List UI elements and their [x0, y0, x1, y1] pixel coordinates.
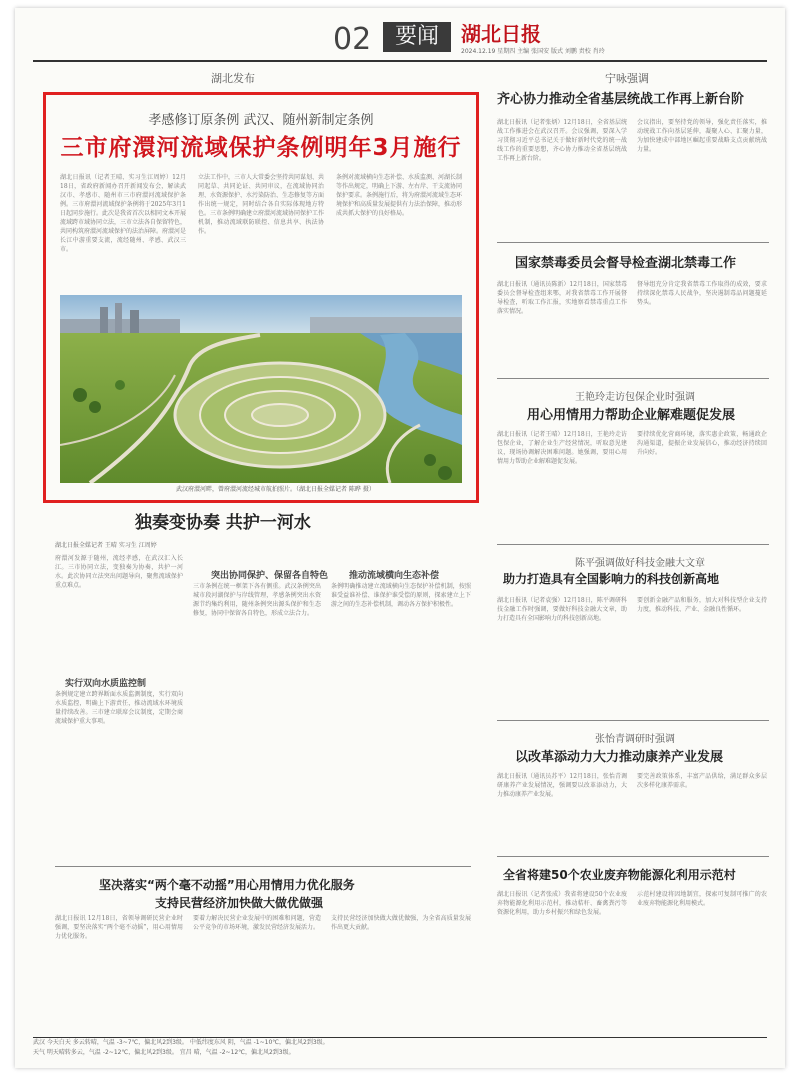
article-2-text-a: 湖北日报讯（通讯员陈新）12月18日，国家禁毒委员会督导检查组来鄂，对我省禁毒工作开展督导检查，听取工作汇报，实地察看禁毒重点工作落实情况。 — [497, 281, 627, 315]
article-7-sub: 支持民营经济加快做大做优做强 — [155, 896, 324, 910]
article-1-text-b: 会议指出，要坚持党的领导，强化责任落实，推动统战工作向基层延伸，凝聚人心、汇聚力量，为加快建成中部地区崛起重要战略支点贡献统战力量。 — [637, 119, 767, 153]
article-4-sub1: 突出协同保护、保留各自特色 — [211, 571, 329, 581]
article-3-title: 用心用情用力帮助企业解难题促发展 — [527, 408, 736, 423]
page-number: 02 — [333, 22, 372, 57]
weather-line-1: 武汉 今天白天 多云转晴，气温 -3~7℃，偏北风2到3级。 中低纬度东风 阴，气温 -1~10℃，偏北风2到3级。 — [33, 1039, 329, 1046]
main-headline: 三市府澴河流域保护条例明年3月施行 — [60, 135, 462, 161]
divider-6 — [55, 866, 471, 867]
main-kicker: 孝感修订原条例 武汉、随州新制定条例 — [148, 113, 374, 128]
article-3-text-a: 湖北日报讯（记者王晴）12月18日，王艳玲走访包保企业，了解企业生产经营情况，听取意见建议，现场协调解决困难问题。她强调，要用心用情用力帮助企业解难题促发展。 — [497, 431, 627, 465]
main-text-col3: 条例对流域横向生态补偿、水质监测、河湖长制等作出规定，明确上下游、左右岸、干支流协同保护要求。条例施行后，将为府澴河流域生态环境保护和高质量发展提供有力法治保障，推动形成共抓大保护的良好格局。 — [336, 174, 462, 217]
aerial-park-photo — [60, 295, 462, 483]
article-1-title: 齐心协力推动全省基层统战工作再上新台阶 — [497, 92, 745, 107]
article-4-text-d: 条例明确推动建立流域横向生态保护补偿机制，按照谁受益谁补偿、谁保护谁受偿的原则，探索建立上下游之间的生态补偿机制，调动各方保护积极性。 — [331, 583, 471, 608]
article-5-text-a: 湖北日报讯（记者袁强）12月18日，陈平调研科技金融工作时强调，要做好科技金融大文章，助力打造具有全国影响力的科技创新高地。 — [497, 597, 627, 622]
aerial-park-illustration — [60, 295, 462, 483]
article-4-sub2: 推动流域横向生态补偿 — [349, 571, 440, 581]
divider-2 — [497, 378, 769, 379]
main-text-col2: 立法工作中，三市人大常委会坚持共同谋划、共同起草、共同论证、共同审议，在流域协同治理、水资源保护、水污染防治、生态修复等方面作出统一规定，同时结合各自实际体现地方特色。三市条例明确建立府澴河流域协同保护工作机制，推动流域联防联控、信息共享、执法协作。 — [198, 174, 324, 235]
article-6-kicker: 张怡青调研时强调 — [595, 734, 675, 745]
article-8-title: 全省将建50个农业废弃物能源化利用示范村 — [503, 868, 736, 882]
article-5-title: 助力打造具有全国影响力的科技创新高地 — [503, 572, 720, 586]
article-7-text-b: 要着力解决民营企业发展中的困难和问题，营造公平竞争的市场环境，激发民营经济发展活力。 — [193, 915, 321, 931]
weather-footer — [33, 1037, 767, 1060]
article-2-title: 国家禁毒委员会督导检查湖北禁毒工作 — [515, 256, 737, 271]
masthead-meta: 2024.12.19 星期四 主编 张国安 版式 刘鹏 责校 肖玲 — [461, 48, 605, 55]
article-4-text-a: 府澴河发源于随州，流经孝感，在武汉汇入长江。三市协同立法，变独奏为协奏，共护一河水。此次协同立法突出问题导向，聚焦流域保护重点难点。 — [55, 555, 183, 589]
article-7-text-a: 湖北日报讯 12月18日，省领导调研民营企业时强调，要坚决落实“两个毫不动摇”，用心用情用力优化服务。 — [55, 915, 183, 940]
divider-1 — [497, 242, 769, 243]
article-4-text-c: 三市条例在统一框架下各有侧重。武汉条例突出城市段河湖保护与岸线管理，孝感条例突出水资源节约集约利用，随州条例突出源头保护和生态修复，协同中保留各自特色，形成立法合力。 — [193, 583, 321, 617]
paper-name: 湖北日报 — [461, 22, 541, 46]
article-5-text-b: 要创新金融产品和服务，加大对科技型企业支持力度，推动科技、产业、金融良性循环。 — [637, 597, 767, 613]
main-text-col1: 湖北日报讯（记者王晴、实习生江周婷）12月18日，省政府新闻办召开新闻发布会，解读武汉市、孝感市、随州市三市府澴河流域保护条例。三市府澴河流域保护条例将于2025年3月1日起同步施行。此次是我省首次以相同文本开展流域跨市域协同立法，三市立法各自保留特色，共同构筑府澴河流域保护的法治屏障。府澴河是长江中游重要支流，流经随州、孝感、武汉三市。 — [60, 174, 186, 253]
article-3-text-b: 要持续优化营商环境，落实惠企政策，畅通政企沟通渠道，提振企业发展信心，推动经济持续回升向好。 — [637, 431, 767, 456]
article-7-title: 坚决落实“两个毫不动摇”用心用情用力优化服务 — [99, 878, 355, 892]
article-4-byline: 湖北日报全媒记者 王晴 实习生 江周婷 — [55, 542, 157, 549]
hubei-release-tag: 湖北发布 — [211, 72, 255, 85]
article-6-text-a: 湖北日报讯（通讯员苏平）12月18日，张怡青调研康养产业发展情况，强调要以改革添动力，大力推动康养产业发展。 — [497, 773, 627, 798]
article-1-text-a: 湖北日报讯（记者张炳）12月18日，全省基层统战工作推进会在武汉召开。会议强调，要深入学习贯彻习近平总书记关于做好新时代党的统一战线工作的重要思想，齐心协力推动全省基层统战工作再上新台阶。 — [497, 119, 627, 162]
article-3-kicker: 王艳玲走访包保企业时强调 — [575, 392, 695, 403]
weather-line-2: 天气 明天晴转多云，气温 -2~12℃，偏北风2到3级。 宜昌 晴，气温 -2~12℃，偏北风2到3级。 — [33, 1049, 295, 1056]
article-2-text-b: 督导组充分肯定我省禁毒工作取得的成效，要求持续深化禁毒人民战争，坚决遏制毒品问题蔓延势头。 — [637, 281, 767, 306]
ningyong-tag: 宁咏强调 — [605, 72, 649, 85]
article-6-title: 以改革添动力大力推动康养产业发展 — [515, 750, 724, 765]
article-7-text-c: 支持民营经济加快做大做优做强，为全省高质量发展作出更大贡献。 — [331, 915, 471, 931]
divider-3 — [497, 544, 769, 545]
divider-5 — [497, 856, 769, 857]
highlighted-article — [43, 92, 479, 503]
article-6-text-b: 要完善政策体系，丰富产品供给，满足群众多层次多样化康养需求。 — [637, 773, 767, 789]
section-label: 要闻 — [383, 22, 451, 52]
masthead — [33, 16, 767, 62]
article-8-text-a: 湖北日报讯（记者张成）我省将建设50个农业废弃物能源化利用示范村，推动秸秆、畜禽粪污等资源化利用，助力乡村振兴和绿色发展。 — [497, 891, 627, 916]
article-5-kicker: 陈平强调做好科技金融大文章 — [575, 558, 705, 569]
article-4-title: 独奏变协奏 共护一河水 — [135, 513, 311, 533]
article-4-sub3: 实行双向水质监控制 — [65, 679, 147, 689]
article-4-text-b: 条例规定建立跨界断面水质监测制度，实行双向水质监控，明确上下游责任，推动流域水环境质量持续改善。三市建立联席会议制度，定期会商流域保护重大事项。 — [55, 691, 183, 725]
article-8-text-b: 示范村建设将因地制宜，探索可复制可推广的农业废弃物能源化利用模式。 — [637, 891, 767, 907]
newspaper-page — [15, 8, 785, 1068]
photo-caption: 武汉府澴河畔，曾府澴河流经城市航拍照片。（湖北日报全媒记者 陈晔 摄） — [176, 486, 375, 493]
divider-4 — [497, 720, 769, 721]
